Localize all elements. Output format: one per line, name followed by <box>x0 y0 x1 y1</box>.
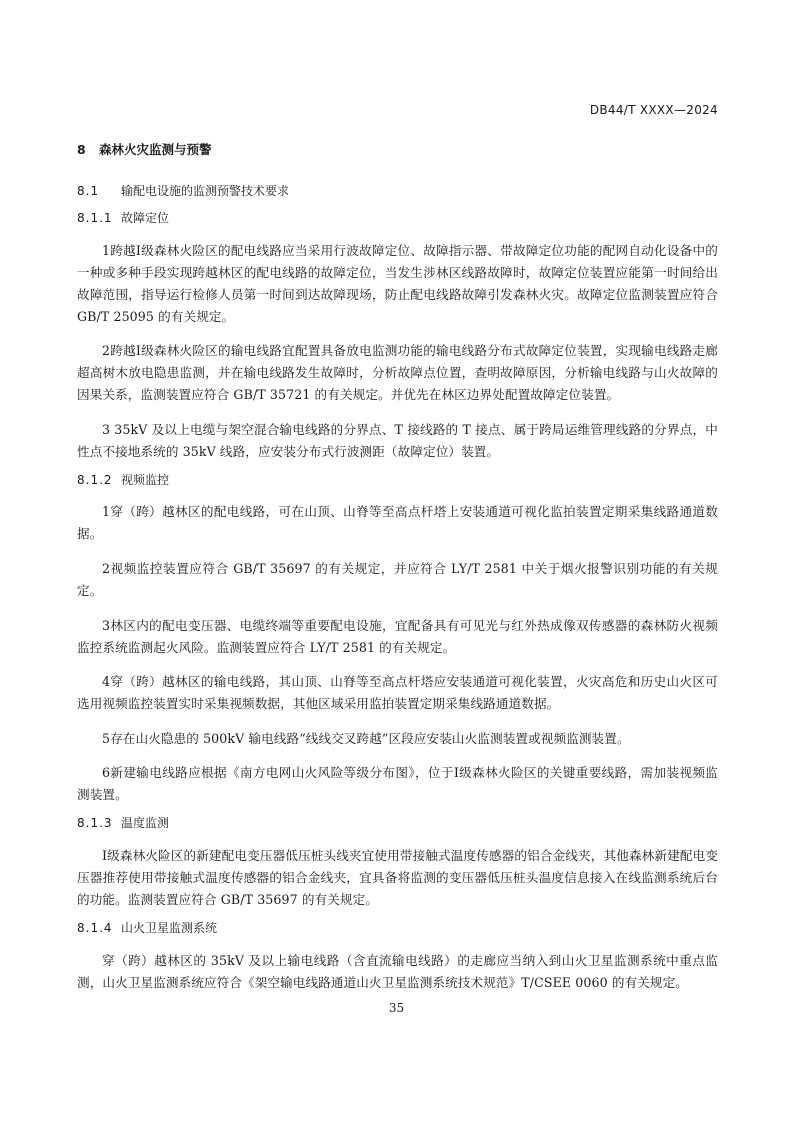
clause-number: 8.1.2 <box>77 472 113 487</box>
paragraph: 2跨越Ⅰ级森林火险区的输电线路宜配置具备放电监测功能的输电线路分布式故障定位装置，实现输电线路走廊超高树木放电隐患监测，并在输电线路发生故障时，分析故障点位置，查明故障原因，分析输电线路与山火故障的因果关系，监测装置应符合 GB/T 35721 的有关规定。并优先在林区边界处配置故障定位装置。 <box>77 343 718 403</box>
paragraph: 3 35kV 及以上电缆与架空混合输电线路的分界点、T 接线路的 T 接点、属于跨局运维管理线路的分界点，中性点不接地系统的 35kV 线路，应安装分布式行波测距（故障定位）装置。 <box>77 421 718 459</box>
paragraph: 2视频监控装置应符合 GB/T 35697 的有关规定，并应符合 LY/T 2581 中关于烟火报警识别功能的有关规定。 <box>77 560 718 598</box>
paragraph: 穿（跨）越林区的 35kV 及以上输电线路（含直流输电线路）的走廊应当纳入到山火卫星监测系统中重点监测，山火卫星监测系统应符合《架空输电线路通道山火卫星监测系统技术规范》T/CSEE 0060 的有关规定。 <box>77 952 718 990</box>
paragraph: 1跨越Ⅰ级森林火险区的配电线路应当采用行波故障定位、故障指示器、带故障定位功能的配网自动化设备中的一种或多种手段实现跨越林区的配电线路的故障定位，当发生涉林区线路故障时，故障定位装置应能第一时间给出故障范围，指导运行检修人员第一时间到达故障现场，防止配电线路故障引发森林火灾。故障定位监测装置应符合 GB/T 25095 的有关规定。 <box>77 242 718 324</box>
clause-heading-video-monitoring <box>77 471 718 489</box>
paragraph: Ⅰ级森林火险区的新建配电变压器低压桩头线夹宜使用带接触式温度传感器的铝合金线夹，其他森林新建配电变压器推荐使用带接触式温度传感器的铝合金线夹，宜具备将监测的变压器低压桩头温度信息接入在线监测系统后台的功能。监测装置应符合 GB/T 35697 的有关规定。 <box>77 847 718 907</box>
paragraph: 5存在山火隐患的 500kV 输电线路“线线交叉跨越”区段应安装山火监测装置或视频监测装置。 <box>102 730 630 746</box>
section-number: 8 <box>77 142 87 157</box>
section-heading <box>77 141 718 159</box>
clause-title: 故障定位 <box>121 211 170 225</box>
clause-title: 温度监测 <box>121 816 170 831</box>
clause-title: 视频监控 <box>121 472 170 487</box>
clause-heading-temperature-monitoring <box>77 814 718 832</box>
clause-number: 8.1.1 <box>77 211 113 225</box>
clause-number: 8.1.3 <box>77 816 113 831</box>
subsection-title: 输配电设施的监测预警技术要求 <box>121 184 290 198</box>
paragraph: 1穿（跨）越林区的配电线路，可在山顶、山脊等至高点杆塔上安装通道可视化监拍装置定期采集线路通道数据。 <box>77 504 718 542</box>
page-content <box>77 141 718 1002</box>
section-title: 森林火灾监测与预警 <box>99 142 212 157</box>
subsection-number: 8.1 <box>77 184 100 198</box>
clause-number: 8.1.4 <box>77 920 113 935</box>
paragraph: 6新建输电线路应根据《南方电网山火风险等级分布图》，位于Ⅰ级森林火险区的关键重要线路，需加装视频监测装置。 <box>77 765 718 803</box>
subsection-heading <box>77 182 718 200</box>
clause-heading-satellite-monitoring <box>77 919 718 937</box>
clause-heading-fault-location <box>77 209 718 227</box>
paragraph: 4穿（跨）越林区的输电线路，其山顶、山脊等至高点杆塔应安装通道可视化装置，火灾高危和历史山火区可选用视频监控装置实时采集视频数据，其他区域采用监拍装置定期采集线路通道数据。 <box>77 674 718 712</box>
page-number: 35 <box>388 1001 405 1015</box>
paragraph: 3林区内的配电变压器、电缆终端等重要配电设施，宜配备具有可见光与红外热成像双传感器的森林防火视频监控系统监测起火风险。监测装置应符合 LY/T 2581 的有关规定。 <box>77 617 718 655</box>
document-code: DB44/T XXXX—2024 <box>589 103 718 117</box>
clause-title: 山火卫星监测系统 <box>121 920 218 935</box>
